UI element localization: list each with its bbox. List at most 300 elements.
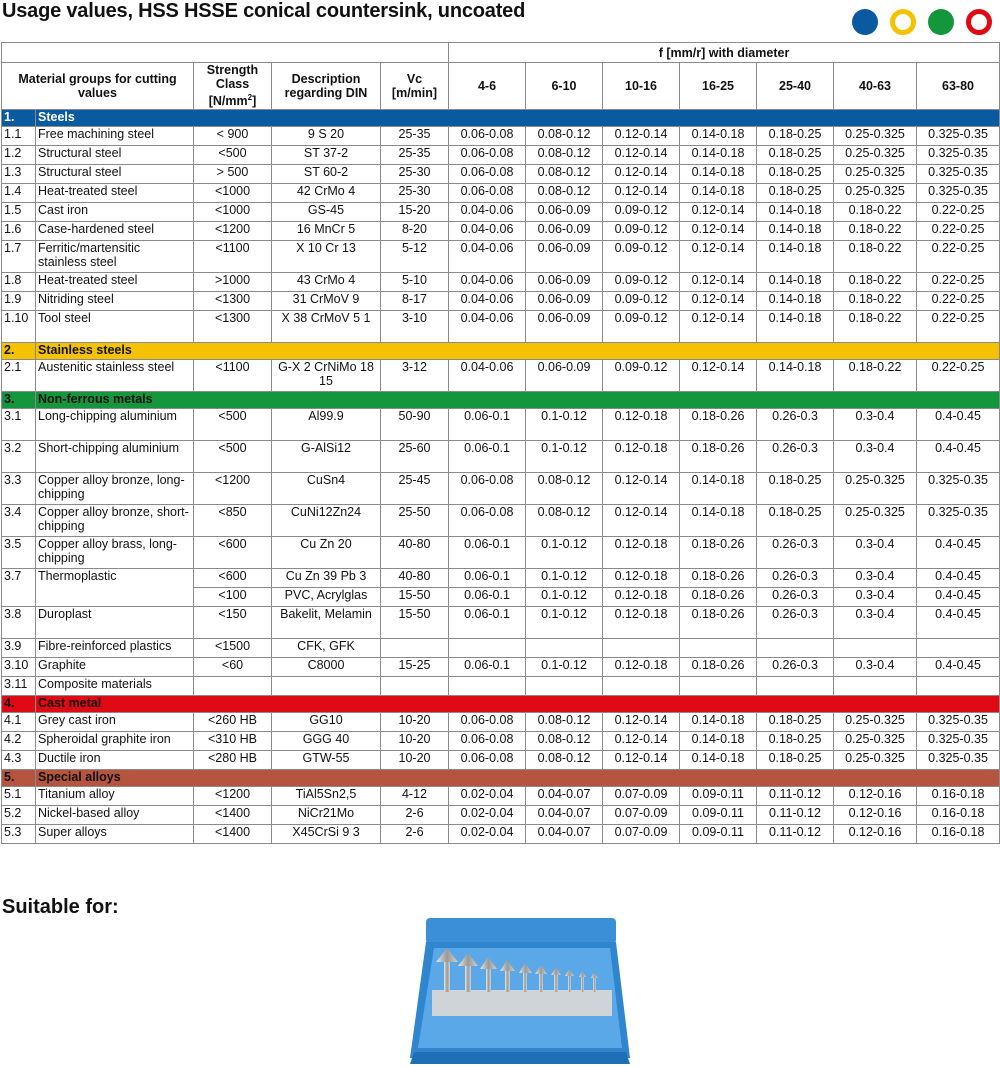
din-description: GGG 40 bbox=[272, 732, 381, 751]
cutting-speed: 2-6 bbox=[381, 806, 449, 825]
din-description: 43 CrMo 4 bbox=[272, 273, 381, 292]
feed-value: 0.12-0.18 bbox=[603, 588, 680, 607]
din-description: NiCr21Mo bbox=[272, 806, 381, 825]
din-description: PVC, Acrylglas bbox=[272, 588, 381, 607]
cutting-speed: 3-12 bbox=[381, 360, 449, 392]
row-number: 1.10 bbox=[2, 311, 36, 343]
feed-value: 0.11-0.12 bbox=[757, 787, 834, 806]
strength-class: > 500 bbox=[194, 165, 272, 184]
cutting-speed: 25-50 bbox=[381, 505, 449, 537]
din-description: X 38 CrMoV 5 1 bbox=[272, 311, 381, 343]
material-name: Heat-treated steel bbox=[36, 184, 194, 203]
feed-value: 0.1-0.12 bbox=[526, 441, 603, 473]
suitable-for-heading: Suitable for: bbox=[2, 896, 119, 918]
cutting-speed: 5-12 bbox=[381, 241, 449, 273]
case-lid bbox=[426, 918, 616, 944]
feed-value: 0.08-0.12 bbox=[526, 146, 603, 165]
feed-value: 0.18-0.22 bbox=[834, 360, 917, 392]
din-description: X45CrSi 9 3 bbox=[272, 825, 381, 844]
feed-value: 0.14-0.18 bbox=[680, 732, 757, 751]
feed-value: 0.18-0.25 bbox=[757, 751, 834, 770]
material-name: Copper alloy bronze, long-chipping bbox=[36, 473, 194, 505]
feed-value: 0.04-0.06 bbox=[449, 360, 526, 392]
diameter-header: 40-63 bbox=[834, 63, 917, 110]
feed-value: 0.3-0.4 bbox=[834, 658, 917, 677]
feed-value: 0.12-0.16 bbox=[834, 787, 917, 806]
cutting-speed: 2-6 bbox=[381, 825, 449, 844]
feed-value: 0.14-0.18 bbox=[757, 222, 834, 241]
section-number: 2. bbox=[2, 343, 36, 360]
cutting-speed: 25-35 bbox=[381, 127, 449, 146]
feed-value: 0.08-0.12 bbox=[526, 751, 603, 770]
table-row bbox=[2, 165, 1000, 184]
feed-value: 0.25-0.325 bbox=[834, 165, 917, 184]
feed-value: 0.06-0.08 bbox=[449, 713, 526, 732]
green-dot-icon bbox=[928, 9, 954, 35]
diameter-header: 63-80 bbox=[917, 63, 1000, 110]
feed-value: 0.14-0.18 bbox=[680, 127, 757, 146]
header-blank-cell bbox=[2, 43, 449, 63]
cutting-speed: 25-60 bbox=[381, 441, 449, 473]
cutting-speed: 8-17 bbox=[381, 292, 449, 311]
din-description: Al99.9 bbox=[272, 409, 381, 441]
section-number: 1. bbox=[2, 110, 36, 127]
feed-value: 0.325-0.35 bbox=[917, 732, 1000, 751]
din-description: Cu Zn 39 Pb 3 bbox=[272, 569, 381, 588]
feed-value: 0.25-0.325 bbox=[834, 751, 917, 770]
section-title: Stainless steels bbox=[36, 343, 1000, 360]
row-number: 1.5 bbox=[2, 203, 36, 222]
section-number: 4. bbox=[2, 696, 36, 713]
feed-value: 0.14-0.18 bbox=[757, 241, 834, 273]
strength-class: <500 bbox=[194, 146, 272, 165]
feed-value: 0.14-0.18 bbox=[680, 713, 757, 732]
strength-class: <60 bbox=[194, 658, 272, 677]
feed-value: 0.3-0.4 bbox=[834, 569, 917, 588]
feed-value: 0.3-0.4 bbox=[834, 441, 917, 473]
feed-value bbox=[834, 639, 917, 658]
strength-class: <1400 bbox=[194, 825, 272, 844]
feed-value: 0.26-0.3 bbox=[757, 588, 834, 607]
feed-value: 0.08-0.12 bbox=[526, 713, 603, 732]
feed-value: 0.18-0.25 bbox=[757, 127, 834, 146]
material-name: Ductile iron bbox=[36, 751, 194, 770]
feed-value: 0.325-0.35 bbox=[917, 505, 1000, 537]
table-row bbox=[2, 825, 1000, 844]
feed-value: 0.06-0.1 bbox=[449, 409, 526, 441]
feed-value: 0.22-0.25 bbox=[917, 241, 1000, 273]
feed-value bbox=[680, 677, 757, 696]
feed-value: 0.09-0.12 bbox=[603, 273, 680, 292]
section-title: Cast metal bbox=[36, 696, 1000, 713]
material-name: Tool steel bbox=[36, 311, 194, 343]
feed-value: 0.18-0.25 bbox=[757, 165, 834, 184]
feed-value: 0.12-0.14 bbox=[603, 751, 680, 770]
material-name: Structural steel bbox=[36, 165, 194, 184]
table-row bbox=[2, 241, 1000, 273]
strength-class: <260 HB bbox=[194, 713, 272, 732]
section-header-row bbox=[2, 696, 1000, 713]
section-header-row bbox=[2, 343, 1000, 360]
table-row bbox=[2, 273, 1000, 292]
feed-value: 0.18-0.22 bbox=[834, 241, 917, 273]
strength-class: <150 bbox=[194, 607, 272, 639]
feed-value: 0.12-0.14 bbox=[680, 273, 757, 292]
material-name: Thermoplastic bbox=[36, 569, 194, 607]
feed-value: 0.26-0.3 bbox=[757, 658, 834, 677]
strength-class: <280 HB bbox=[194, 751, 272, 770]
row-number: 5.1 bbox=[2, 787, 36, 806]
section-number: 3. bbox=[2, 392, 36, 409]
tool-holder bbox=[432, 990, 612, 1016]
feed-group-header: f [mm/r] with diameter bbox=[449, 43, 1000, 63]
strength-class: <500 bbox=[194, 441, 272, 473]
description-header: Description regarding DIN bbox=[272, 63, 381, 110]
strength-class: >1000 bbox=[194, 273, 272, 292]
row-number: 1.9 bbox=[2, 292, 36, 311]
strength-class: <1000 bbox=[194, 184, 272, 203]
feed-value: 0.18-0.26 bbox=[680, 658, 757, 677]
table-row bbox=[2, 658, 1000, 677]
feed-value bbox=[603, 677, 680, 696]
feed-value: 0.25-0.325 bbox=[834, 146, 917, 165]
feed-value: 0.09-0.12 bbox=[603, 203, 680, 222]
cutting-speed: 15-20 bbox=[381, 203, 449, 222]
table-row bbox=[2, 787, 1000, 806]
feed-value: 0.18-0.26 bbox=[680, 569, 757, 588]
feed-value bbox=[449, 639, 526, 658]
feed-value: 0.06-0.08 bbox=[449, 732, 526, 751]
feed-value: 0.25-0.325 bbox=[834, 473, 917, 505]
section-number: 5. bbox=[2, 770, 36, 787]
feed-value: 0.06-0.1 bbox=[449, 537, 526, 569]
feed-value: 0.06-0.09 bbox=[526, 203, 603, 222]
din-description: Bakelit, Melamin bbox=[272, 607, 381, 639]
strength-header-unit: [N/mm bbox=[208, 94, 248, 109]
feed-value: 0.12-0.18 bbox=[603, 441, 680, 473]
feed-value: 0.06-0.09 bbox=[526, 311, 603, 343]
feed-value: 0.06-0.09 bbox=[526, 241, 603, 273]
feed-value: 0.06-0.1 bbox=[449, 569, 526, 588]
feed-value: 0.04-0.06 bbox=[449, 241, 526, 273]
din-description: TiAl5Sn2,5 bbox=[272, 787, 381, 806]
feed-value: 0.25-0.325 bbox=[834, 127, 917, 146]
feed-value: 0.04-0.06 bbox=[449, 273, 526, 292]
material-name: Grey cast iron bbox=[36, 713, 194, 732]
feed-value: 0.3-0.4 bbox=[834, 537, 917, 569]
feed-value: 0.04-0.07 bbox=[526, 825, 603, 844]
section-title: Special alloys bbox=[36, 770, 1000, 787]
feed-value: 0.3-0.4 bbox=[834, 607, 917, 639]
feed-value: 0.04-0.07 bbox=[526, 787, 603, 806]
strength-header-line1: Strength bbox=[206, 63, 259, 78]
cutting-speed: 15-50 bbox=[381, 588, 449, 607]
row-number: 3.1 bbox=[2, 409, 36, 441]
cutting-speed: 10-20 bbox=[381, 713, 449, 732]
material-name: Structural steel bbox=[36, 146, 194, 165]
table-body bbox=[2, 110, 1000, 844]
section-title: Non-ferrous metals bbox=[36, 392, 1000, 409]
din-description: GG10 bbox=[272, 713, 381, 732]
vc-header-line1: Vc bbox=[406, 72, 423, 86]
row-number: 3.5 bbox=[2, 537, 36, 569]
row-number: 1.8 bbox=[2, 273, 36, 292]
feed-value: 0.4-0.45 bbox=[917, 607, 1000, 639]
feed-value: 0.325-0.35 bbox=[917, 713, 1000, 732]
feed-value: 0.26-0.3 bbox=[757, 537, 834, 569]
feed-value: 0.08-0.12 bbox=[526, 732, 603, 751]
feed-value: 0.325-0.35 bbox=[917, 165, 1000, 184]
row-number: 3.11 bbox=[2, 677, 36, 696]
feed-value bbox=[526, 677, 603, 696]
feed-value: 0.04-0.06 bbox=[449, 292, 526, 311]
feed-value: 0.325-0.35 bbox=[917, 751, 1000, 770]
feed-value: 0.1-0.12 bbox=[526, 658, 603, 677]
din-description bbox=[272, 677, 381, 696]
strength-class: < 900 bbox=[194, 127, 272, 146]
feed-value: 0.12-0.18 bbox=[603, 537, 680, 569]
strength-class: <1500 bbox=[194, 639, 272, 658]
table-row bbox=[2, 713, 1000, 732]
table-row bbox=[2, 203, 1000, 222]
feed-value: 0.18-0.22 bbox=[834, 273, 917, 292]
row-number: 4.3 bbox=[2, 751, 36, 770]
feed-value: 0.325-0.35 bbox=[917, 146, 1000, 165]
row-number: 4.1 bbox=[2, 713, 36, 732]
feed-value: 0.04-0.06 bbox=[449, 203, 526, 222]
feed-value: 0.06-0.08 bbox=[449, 146, 526, 165]
strength-header-line2: Class bbox=[215, 77, 250, 92]
usage-values-table bbox=[1, 42, 1000, 844]
feed-value: 0.25-0.325 bbox=[834, 713, 917, 732]
feed-value: 0.06-0.09 bbox=[526, 360, 603, 392]
strength-class: <1400 bbox=[194, 806, 272, 825]
row-number: 5.2 bbox=[2, 806, 36, 825]
feed-value: 0.14-0.18 bbox=[680, 184, 757, 203]
feed-value: 0.14-0.18 bbox=[680, 505, 757, 537]
feed-value: 0.1-0.12 bbox=[526, 569, 603, 588]
feed-value: 0.07-0.09 bbox=[603, 806, 680, 825]
feed-value: 0.18-0.26 bbox=[680, 441, 757, 473]
table-row bbox=[2, 360, 1000, 392]
row-number: 1.3 bbox=[2, 165, 36, 184]
feed-value: 0.08-0.12 bbox=[526, 184, 603, 203]
feed-value: 0.08-0.12 bbox=[526, 473, 603, 505]
feed-value: 0.18-0.22 bbox=[834, 203, 917, 222]
table-row bbox=[2, 505, 1000, 537]
table-row bbox=[2, 146, 1000, 165]
material-name: Case-hardened steel bbox=[36, 222, 194, 241]
feed-value: 0.3-0.4 bbox=[834, 409, 917, 441]
feed-value: 0.11-0.12 bbox=[757, 825, 834, 844]
feed-value: 0.4-0.45 bbox=[917, 409, 1000, 441]
table-row bbox=[2, 127, 1000, 146]
table-row bbox=[2, 537, 1000, 569]
feed-value: 0.4-0.45 bbox=[917, 441, 1000, 473]
feed-value: 0.12-0.14 bbox=[603, 732, 680, 751]
feed-value: 0.1-0.12 bbox=[526, 409, 603, 441]
strength-class: <1200 bbox=[194, 222, 272, 241]
feed-value: 0.18-0.22 bbox=[834, 292, 917, 311]
strength-class: <1000 bbox=[194, 203, 272, 222]
feed-value: 0.14-0.18 bbox=[757, 273, 834, 292]
feed-value: 0.08-0.12 bbox=[526, 127, 603, 146]
cutting-speed: 4-12 bbox=[381, 787, 449, 806]
feed-value: 0.325-0.35 bbox=[917, 473, 1000, 505]
feed-value: 0.06-0.08 bbox=[449, 473, 526, 505]
din-description: CFK, GFK bbox=[272, 639, 381, 658]
feed-value: 0.06-0.08 bbox=[449, 505, 526, 537]
table-row bbox=[2, 292, 1000, 311]
feed-value: 0.14-0.18 bbox=[680, 146, 757, 165]
feed-value: 0.12-0.14 bbox=[680, 292, 757, 311]
din-description: ST 60-2 bbox=[272, 165, 381, 184]
feed-value: 0.25-0.325 bbox=[834, 505, 917, 537]
feed-value: 0.4-0.45 bbox=[917, 537, 1000, 569]
table-row bbox=[2, 184, 1000, 203]
feed-value: 0.25-0.325 bbox=[834, 732, 917, 751]
material-name: Long-chipping aluminium bbox=[36, 409, 194, 441]
feed-value: 0.14-0.18 bbox=[680, 751, 757, 770]
row-number: 3.2 bbox=[2, 441, 36, 473]
feed-value: 0.1-0.12 bbox=[526, 607, 603, 639]
strength-class: <1300 bbox=[194, 292, 272, 311]
feed-value: 0.11-0.12 bbox=[757, 806, 834, 825]
feed-value: 0.12-0.18 bbox=[603, 569, 680, 588]
strength-class: <310 HB bbox=[194, 732, 272, 751]
material-name: Copper alloy bronze, short-chipping bbox=[36, 505, 194, 537]
strength-class: <850 bbox=[194, 505, 272, 537]
din-description: Cu Zn 20 bbox=[272, 537, 381, 569]
diameter-header: 10-16 bbox=[603, 63, 680, 110]
feed-value: 0.06-0.09 bbox=[526, 292, 603, 311]
table-row bbox=[2, 311, 1000, 343]
material-name: Fibre-reinforced plastics bbox=[36, 639, 194, 658]
strength-header-sup: 2 bbox=[247, 93, 253, 103]
table-row bbox=[2, 607, 1000, 639]
cutting-speed: 10-20 bbox=[381, 751, 449, 770]
vc-header-line2: [m/min] bbox=[391, 86, 438, 100]
cutting-speed: 25-30 bbox=[381, 165, 449, 184]
material-name: Nitriding steel bbox=[36, 292, 194, 311]
feed-value: 0.18-0.25 bbox=[757, 713, 834, 732]
feed-value: 0.22-0.25 bbox=[917, 273, 1000, 292]
feed-value bbox=[449, 677, 526, 696]
cutting-speed: 25-30 bbox=[381, 184, 449, 203]
cutting-speed: 25-45 bbox=[381, 473, 449, 505]
cutting-speed: 5-10 bbox=[381, 273, 449, 292]
diameter-header: 25-40 bbox=[757, 63, 834, 110]
feed-value: 0.12-0.16 bbox=[834, 806, 917, 825]
yellow-ring-icon bbox=[890, 9, 916, 35]
section-title: Steels bbox=[36, 110, 1000, 127]
feed-value: 0.325-0.35 bbox=[917, 184, 1000, 203]
feed-value: 0.18-0.25 bbox=[757, 505, 834, 537]
strength-header bbox=[194, 63, 272, 110]
cutting-speed bbox=[381, 639, 449, 658]
diameter-header: 4-6 bbox=[449, 63, 526, 110]
feed-value: 0.12-0.14 bbox=[680, 311, 757, 343]
feed-value: 0.18-0.22 bbox=[834, 222, 917, 241]
row-number: 1.4 bbox=[2, 184, 36, 203]
feed-value: 0.12-0.14 bbox=[603, 184, 680, 203]
feed-value: 0.18-0.26 bbox=[680, 409, 757, 441]
feed-value: 0.09-0.12 bbox=[603, 360, 680, 392]
material-name: Graphite bbox=[36, 658, 194, 677]
feed-value: 0.18-0.25 bbox=[757, 473, 834, 505]
row-number: 3.9 bbox=[2, 639, 36, 658]
din-description: 16 MnCr 5 bbox=[272, 222, 381, 241]
material-name: Copper alloy brass, long-chipping bbox=[36, 537, 194, 569]
strength-class: <1100 bbox=[194, 241, 272, 273]
feed-value bbox=[917, 677, 1000, 696]
feed-value: 0.12-0.14 bbox=[680, 360, 757, 392]
feed-value: 0.14-0.18 bbox=[680, 473, 757, 505]
row-number: 3.3 bbox=[2, 473, 36, 505]
feed-value: 0.22-0.25 bbox=[917, 311, 1000, 343]
strength-class: <1200 bbox=[194, 787, 272, 806]
feed-value: 0.02-0.04 bbox=[449, 806, 526, 825]
feed-value: 0.12-0.14 bbox=[603, 473, 680, 505]
feed-value: 0.18-0.25 bbox=[757, 732, 834, 751]
din-description: G-AlSi12 bbox=[272, 441, 381, 473]
feed-value: 0.04-0.06 bbox=[449, 222, 526, 241]
din-description: ST 37-2 bbox=[272, 146, 381, 165]
feed-value: 0.04-0.07 bbox=[526, 806, 603, 825]
feed-value: 0.4-0.45 bbox=[917, 588, 1000, 607]
red-ring-icon bbox=[966, 9, 992, 35]
feed-value: 0.06-0.1 bbox=[449, 658, 526, 677]
feed-value bbox=[834, 677, 917, 696]
feed-value: 0.12-0.18 bbox=[603, 607, 680, 639]
cutting-speed: 15-25 bbox=[381, 658, 449, 677]
row-number: 1.7 bbox=[2, 241, 36, 273]
strength-class bbox=[194, 677, 272, 696]
feed-value: 0.07-0.09 bbox=[603, 825, 680, 844]
feed-value: 0.14-0.18 bbox=[757, 292, 834, 311]
feed-value: 0.26-0.3 bbox=[757, 569, 834, 588]
material-name: Super alloys bbox=[36, 825, 194, 844]
feed-value: 0.12-0.14 bbox=[680, 222, 757, 241]
feed-value: 0.22-0.25 bbox=[917, 222, 1000, 241]
material-name: Free machining steel bbox=[36, 127, 194, 146]
row-number: 3.8 bbox=[2, 607, 36, 639]
feed-value: 0.06-0.1 bbox=[449, 607, 526, 639]
din-description: 9 S 20 bbox=[272, 127, 381, 146]
diameter-header: 6-10 bbox=[526, 63, 603, 110]
cutting-speed: 3-10 bbox=[381, 311, 449, 343]
feed-value: 0.18-0.26 bbox=[680, 588, 757, 607]
cutting-speed: 15-50 bbox=[381, 607, 449, 639]
feed-value: 0.12-0.18 bbox=[603, 658, 680, 677]
feed-value: 0.09-0.12 bbox=[603, 241, 680, 273]
table-row bbox=[2, 569, 1000, 588]
table-row bbox=[2, 473, 1000, 505]
row-number: 2.1 bbox=[2, 360, 36, 392]
feed-value: 0.06-0.09 bbox=[526, 273, 603, 292]
feed-value: 0.12-0.14 bbox=[603, 146, 680, 165]
din-description: CuSn4 bbox=[272, 473, 381, 505]
feed-value: 0.12-0.14 bbox=[603, 505, 680, 537]
feed-value: 0.09-0.11 bbox=[680, 825, 757, 844]
din-description: GTW-55 bbox=[272, 751, 381, 770]
din-description: C8000 bbox=[272, 658, 381, 677]
feed-value: 0.09-0.12 bbox=[603, 222, 680, 241]
diameter-header: 16-25 bbox=[680, 63, 757, 110]
feed-value: 0.18-0.25 bbox=[757, 184, 834, 203]
feed-value: 0.25-0.325 bbox=[834, 184, 917, 203]
feed-value: 0.02-0.04 bbox=[449, 825, 526, 844]
